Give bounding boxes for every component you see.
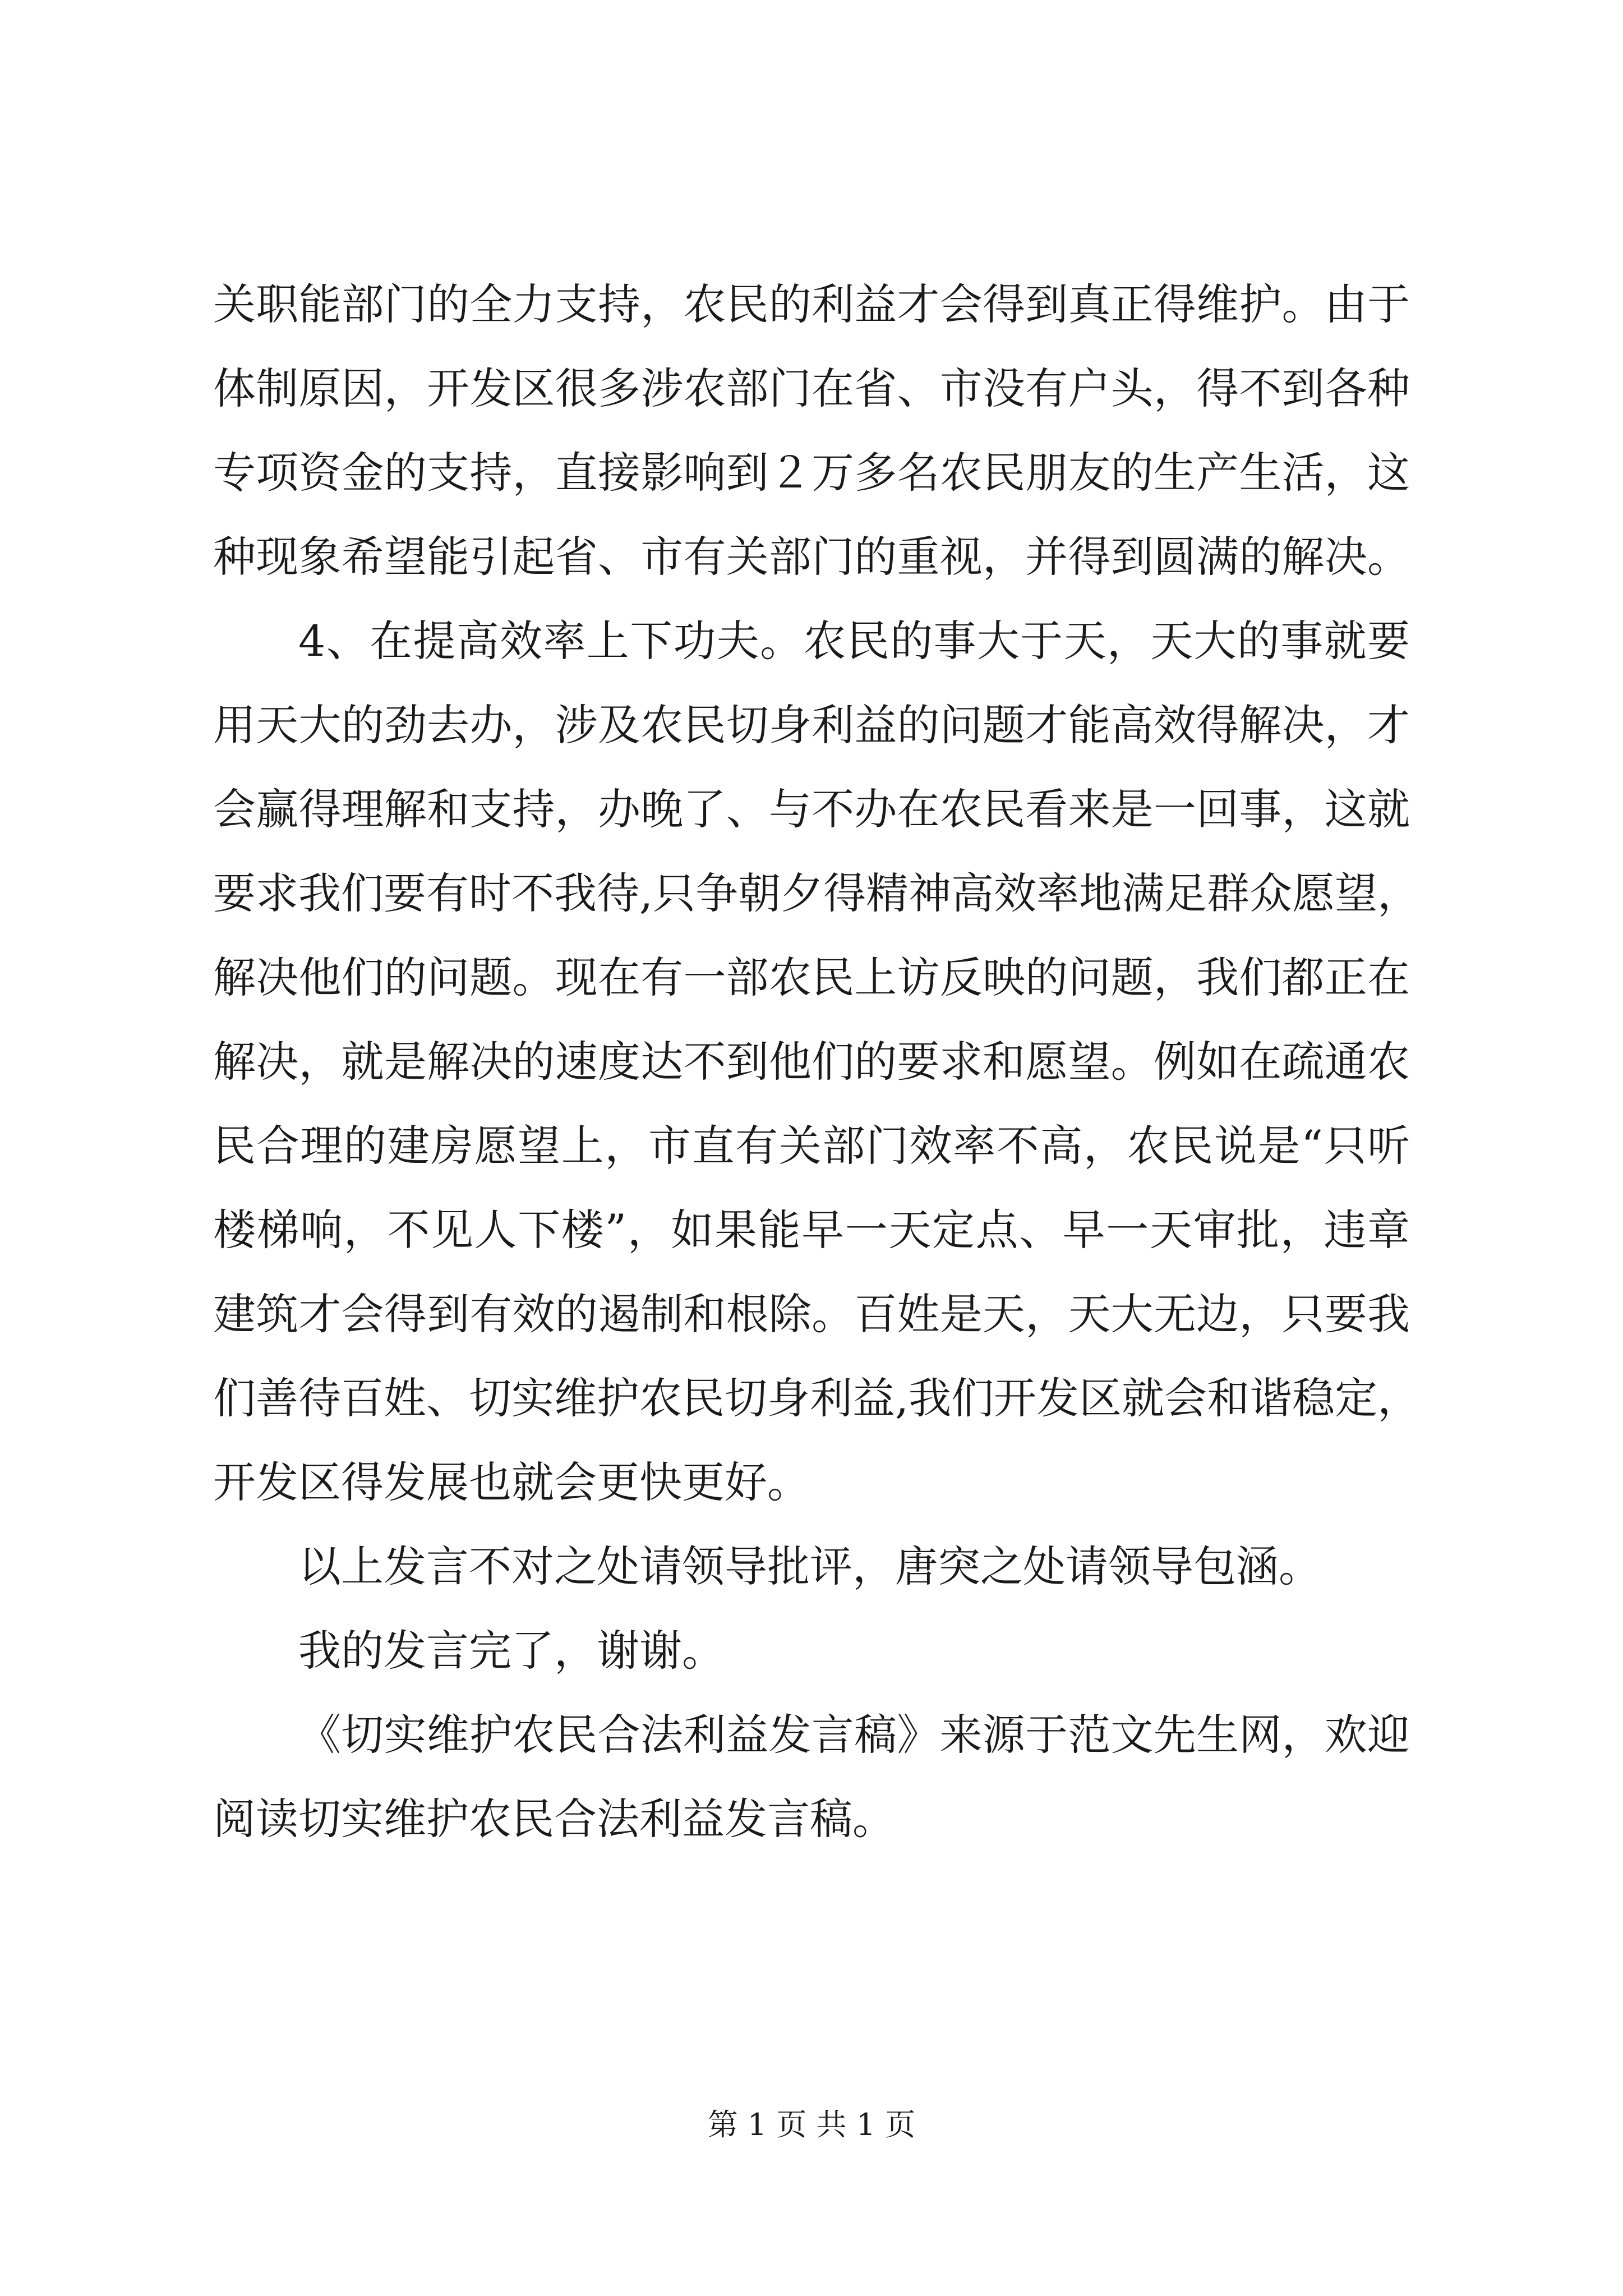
- paragraph-1: [213, 263, 1410, 599]
- text-line: 专项资金的支持，直接影响到２万多名农民朋友的生产生活，这: [213, 448, 1410, 498]
- text-line: 4、在提高效率上下功夫。农民的事大于天，天大的事就要: [298, 616, 1410, 666]
- document-body: [213, 263, 1421, 1861]
- paragraph-4: [213, 1609, 1410, 1693]
- text-line: 《切实维护农民合法利益发言稿》来源于范文先生网，欢迎: [298, 1710, 1410, 1760]
- text-line: 种现象希望能引起省、市有关部门的重视，并得到圆满的解决。: [213, 532, 1410, 582]
- text-line: 阅读切实维护农民合法利益发言稿。: [213, 1794, 895, 1844]
- text-line: 用天大的劲去办，涉及农民切身利益的问题才能高效得解决，才: [213, 700, 1410, 750]
- paragraph-5: [213, 1693, 1410, 1861]
- text-line: 要求我们要有时不我待,只争朝夕得精神高效率地满足群众愿望，: [213, 868, 1421, 918]
- paragraph-2: [213, 599, 1421, 1525]
- paragraph-3: [213, 1525, 1410, 1609]
- text-line: 我的发言完了，谢谢。: [298, 1626, 725, 1676]
- text-line: 会赢得理解和支持，办晚了、与不办在农民看来是一回事，这就: [213, 784, 1410, 834]
- text-line: 们善待百姓、切实维护农民切身利益,我们开发区就会和谐稳定，: [213, 1373, 1421, 1423]
- text-line: 解决他们的问题。现在有一部农民上访反映的问题，我们都正在: [213, 953, 1410, 1002]
- text-line: 民合理的建房愿望上，市直有关部门效率不高，农民说是“只听: [213, 1121, 1410, 1171]
- text-line: 建筑才会得到有效的遏制和根除。百姓是天，天大无边，只要我: [213, 1289, 1410, 1339]
- text-line: 开发区得发展也就会更快更好。: [213, 1457, 810, 1507]
- text-line: 以上发言不对之处请领导批评，唐突之处请领导包涵。: [298, 1542, 1321, 1591]
- text-line: 关职能部门的全力支持，农民的利益才会得到真正得维护。由于: [213, 279, 1410, 329]
- text-line: 楼梯响，不见人下楼”，如果能早一天定点、早一天审批，违章: [213, 1205, 1410, 1255]
- text-line: 解决，就是解决的速度达不到他们的要求和愿望。例如在疏通农: [213, 1037, 1410, 1087]
- page-footer: 第 1 页 共 1 页: [707, 2107, 916, 2142]
- text-line: 体制原因，开发区很多涉农部门在省、市没有户头，得不到各种: [213, 364, 1410, 413]
